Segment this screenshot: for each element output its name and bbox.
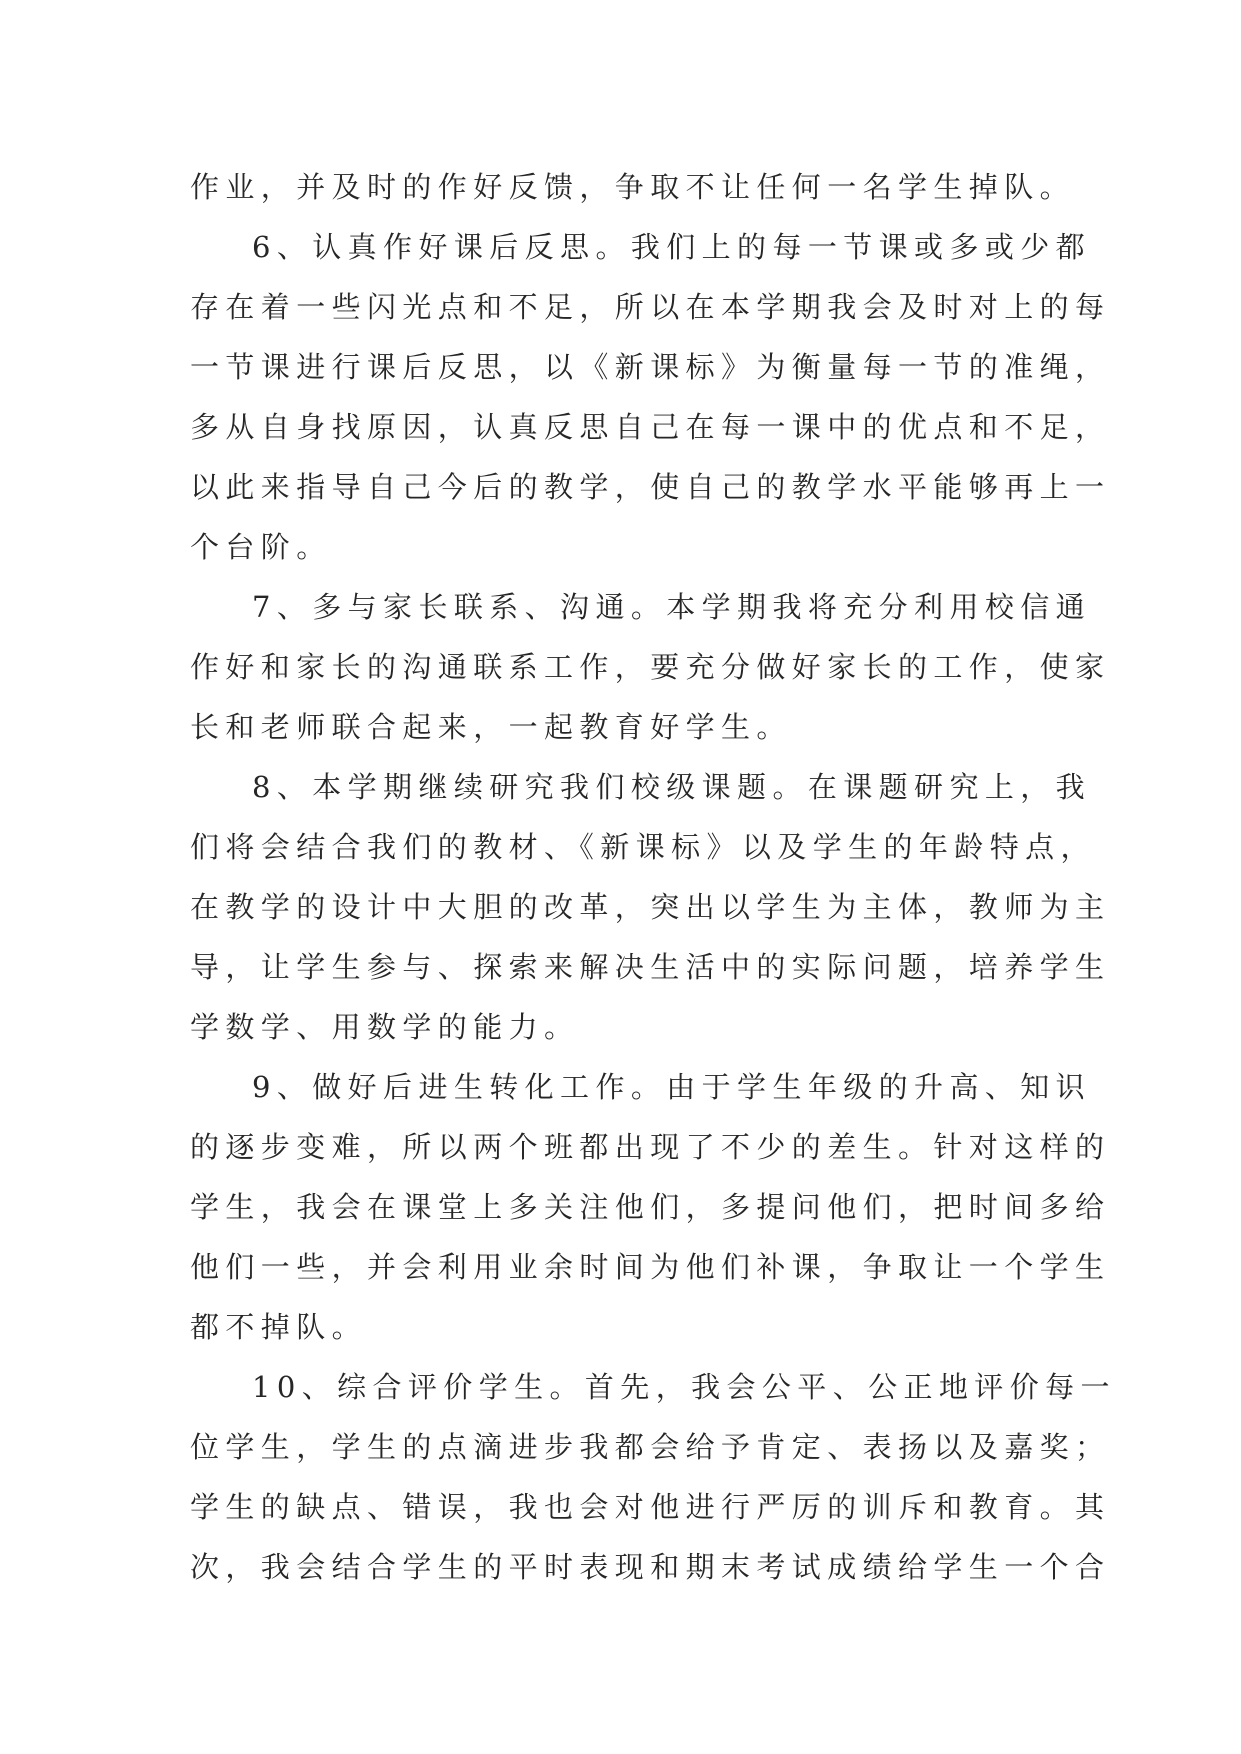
text-line: 存在着一些闪光点和不足，所以在本学期我会及时对上的每	[190, 290, 1111, 324]
text-line: 位学生，学生的点滴进步我都会给予肯定、表扬以及嘉奖；	[190, 1430, 1111, 1464]
text-line: 个台阶。	[190, 530, 332, 564]
text-line: 都不掉队。	[190, 1310, 368, 1344]
text-line: 学生的缺点、错误，我也会对他进行严厉的训斥和教育。其	[190, 1490, 1111, 1524]
text-line: 他们一些，并会利用业余时间为他们补课，争取让一个学生	[190, 1250, 1111, 1284]
text-line: 作好和家长的沟通联系工作，要充分做好家长的工作，使家	[190, 650, 1111, 684]
text-line: 们将会结合我们的教材、《新课标》以及学生的年龄特点，	[190, 830, 1096, 864]
text-line: 导，让学生参与、探索来解决生活中的实际问题，培养学生	[190, 950, 1111, 984]
document-body	[190, 157, 1116, 1597]
paragraph-start-line: 9、做好后进生转化工作。由于学生年级的升高、知识	[252, 1070, 1092, 1104]
text-line: 作业，并及时的作好反馈，争取不让任何一名学生掉队。	[190, 170, 1076, 204]
paragraph-start-line: 6、认真作好课后反思。我们上的每一节课或多或少都	[252, 230, 1092, 264]
paragraph-start-line: 7、多与家长联系、沟通。本学期我将充分利用校信通	[252, 590, 1092, 624]
text-line: 一节课进行课后反思，以《新课标》为衡量每一节的准绳，	[190, 350, 1111, 384]
text-line: 学生，我会在课堂上多关注他们，多提问他们，把时间多给	[190, 1190, 1111, 1224]
text-line: 次，我会结合学生的平时表现和期末考试成绩给学生一个合	[190, 1550, 1111, 1584]
text-line: 学数学、用数学的能力。	[190, 1010, 580, 1044]
paragraph-start-line: 10、综合评价学生。首先，我会公平、公正地评价每一	[252, 1370, 1116, 1404]
paragraph-start-line: 8、本学期继续研究我们校级课题。在课题研究上，我	[252, 770, 1092, 804]
text-line: 的逐步变难，所以两个班都出现了不少的差生。针对这样的	[190, 1130, 1111, 1164]
text-line: 以此来指导自己今后的教学，使自己的教学水平能够再上一	[190, 470, 1111, 504]
text-line: 在教学的设计中大胆的改革，突出以学生为主体，教师为主	[190, 890, 1111, 924]
text-line: 长和老师联合起来，一起教育好学生。	[190, 710, 792, 744]
text-line: 多从自身找原因，认真反思自己在每一课中的优点和不足，	[190, 410, 1111, 444]
